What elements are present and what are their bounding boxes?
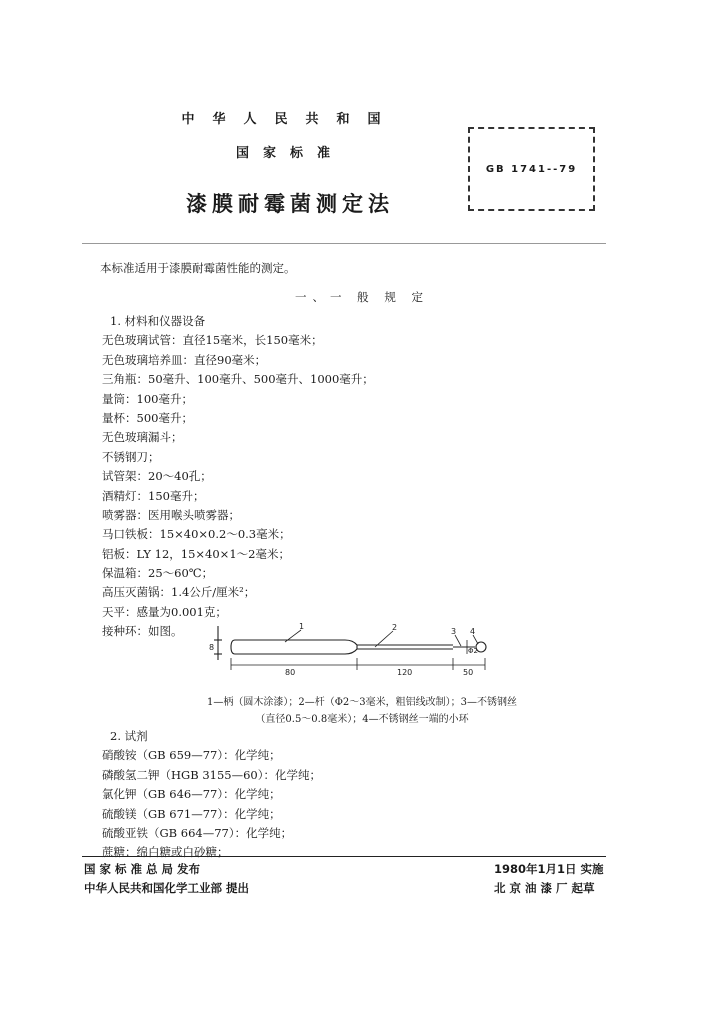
list-item: 氯化钾（GB 646—77）：化学纯； xyxy=(102,787,281,802)
list-item: 量筒：100毫升； xyxy=(102,391,193,406)
list-item: 硝酸铵（GB 659—77）：化学纯； xyxy=(102,748,281,763)
footer-effective-date: 1980年1月1日 实施 xyxy=(494,862,604,876)
materials-heading: 1. 材料和仪器设备 xyxy=(110,314,206,328)
header-standard-type: 国家标准 xyxy=(235,146,344,161)
list-item: 无色玻璃培养皿：直径90毫米； xyxy=(102,352,267,367)
label-1: 1 xyxy=(299,622,305,631)
handle-shape xyxy=(231,640,357,654)
section-heading: 一、一 般 规 定 xyxy=(295,290,429,304)
standard-code-box xyxy=(468,127,595,211)
header-divider xyxy=(82,243,606,244)
list-item: 试管架：20～40孔； xyxy=(102,469,212,484)
list-item: 铝板：LY 12，15×40×1～2毫米； xyxy=(102,546,290,561)
list-item: 硫酸亚铁（GB 664—77）：化学纯； xyxy=(102,825,293,840)
diagram-caption-line1: 1—柄（圆木涂漆）；2—杆（Φ2～3毫米，粗铝线改制）；3—不锈钢丝 xyxy=(206,697,517,708)
materials-list xyxy=(102,312,542,642)
list-item: 保温箱：25～60℃； xyxy=(102,566,214,581)
ring-dim-label: Φ2 xyxy=(468,647,478,655)
list-item: 接种环：如图。 xyxy=(102,624,183,639)
dim-120: 120 xyxy=(397,668,413,677)
standard-code: GB 1741--79 xyxy=(485,163,578,175)
list-item: 天平：感量为0.001克； xyxy=(102,604,227,619)
label-3: 3 xyxy=(451,627,457,636)
list-item: 高压灭菌锅：1.4公斤/厘米²； xyxy=(102,585,256,600)
list-item: 蔗糖：绵白糖或白砂糖； xyxy=(102,845,229,860)
label-2: 2 xyxy=(392,623,398,632)
list-item: 量杯：500毫升； xyxy=(102,410,193,425)
footer-drafter: 北 京 油 漆 厂 起草 xyxy=(494,881,595,895)
footer-proposer: 中华人民共和国化学工业部 提出 xyxy=(84,881,250,895)
list-item: 磷酸氢二钾（HGB 3155—60）：化学纯； xyxy=(102,767,321,782)
list-item: 无色玻璃试管：直径15毫米，长150毫米； xyxy=(102,333,323,348)
intro-text: 本标准适用于漆膜耐霉菌性能的测定。 xyxy=(100,261,296,275)
footer-issuer: 国 家 标 准 总 局 发布 xyxy=(84,862,201,876)
list-item: 不锈钢刀； xyxy=(102,449,160,464)
dim-50: 50 xyxy=(463,668,474,677)
document-title: 漆膜耐霉菌测定法 xyxy=(186,192,394,216)
list-item: 无色玻璃漏斗； xyxy=(102,430,183,445)
list-item: 酒精灯：150毫升； xyxy=(102,488,205,503)
dim-80: 80 xyxy=(285,668,296,677)
inoculation-loop-diagram xyxy=(205,620,505,680)
list-item: 马口铁板：15×40×0.2～0.3毫米； xyxy=(102,527,291,542)
diagram-caption-line2: （直径0.5～0.8毫米）；4—不锈钢丝一端的小环 xyxy=(255,714,469,725)
header-country: 中华人民共和国 xyxy=(181,112,399,127)
reagents-list xyxy=(102,727,542,863)
list-item: 硫酸镁（GB 671—77）：化学纯； xyxy=(102,806,281,821)
label-4: 4 xyxy=(470,627,476,636)
footer-divider xyxy=(82,856,606,857)
list-item: 喷雾器：医用喉头喷雾器； xyxy=(102,507,240,522)
reagents-heading: 2. 试剂 xyxy=(110,729,148,743)
list-item: 三角瓶：50毫升、100毫升、500毫升、1000毫升； xyxy=(102,372,374,387)
side-dim-label: 8 xyxy=(209,643,215,652)
